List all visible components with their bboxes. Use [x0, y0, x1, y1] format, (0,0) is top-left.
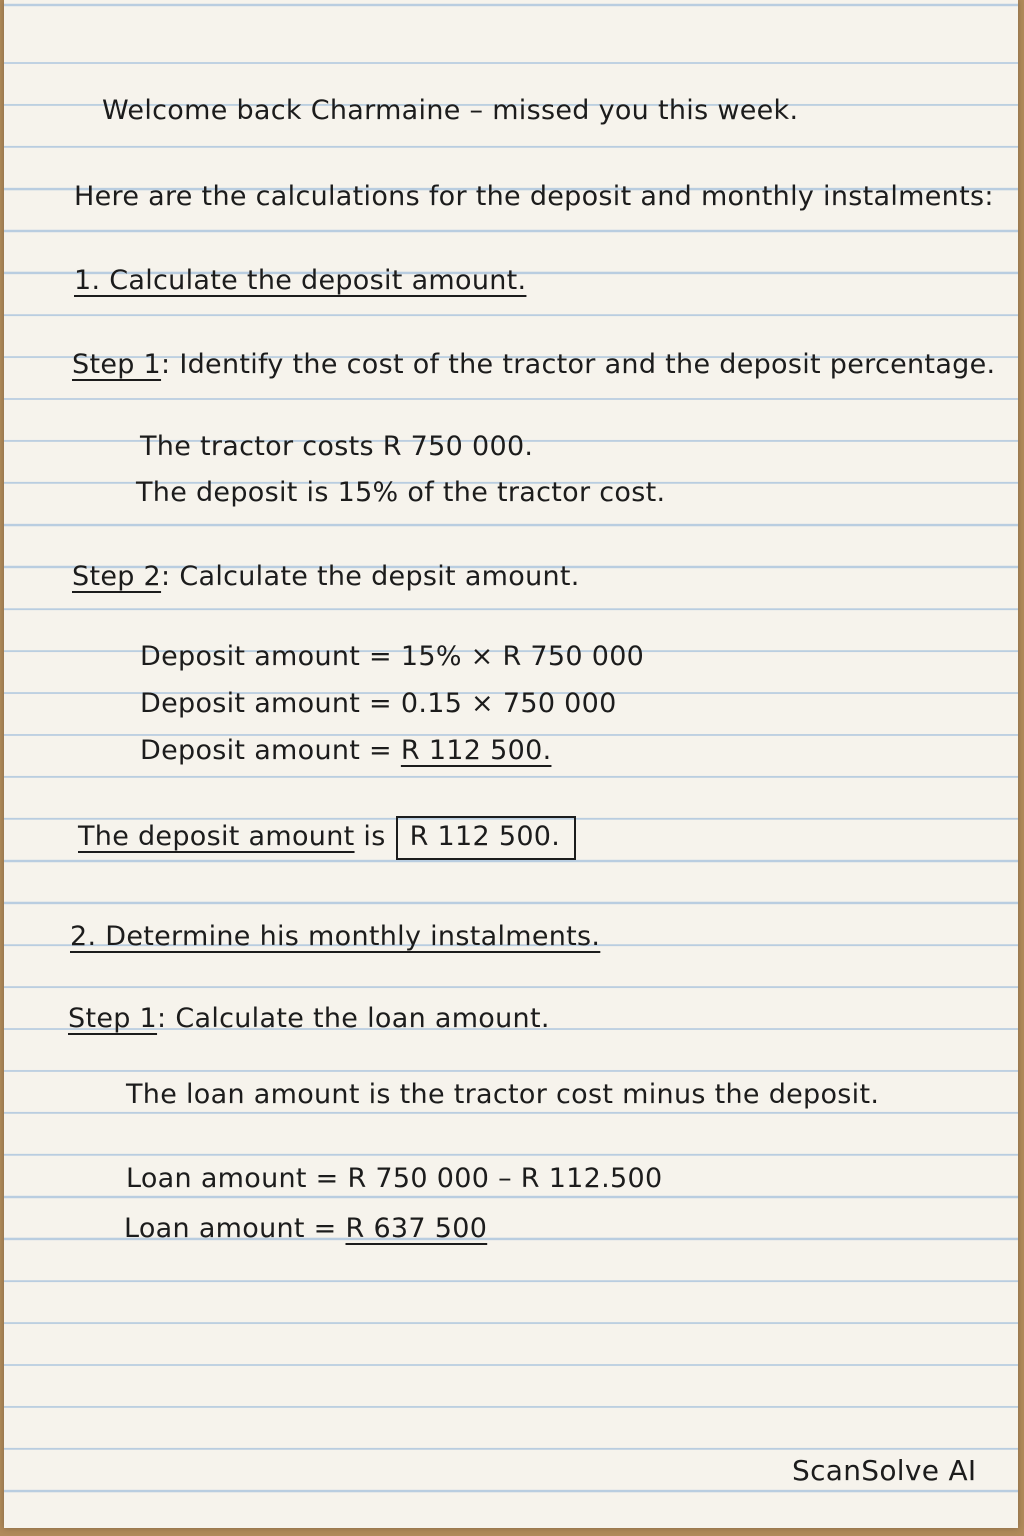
signature: ScanSolve AI	[792, 1454, 977, 1487]
intro-text: Here are the calculations for the deposit and monthly instalments:	[74, 181, 994, 212]
conclusion-is: is	[354, 821, 386, 852]
step-label: Step 1	[72, 349, 162, 380]
calc-prefix: Loan amount =	[124, 1213, 346, 1244]
section1-step1	[72, 348, 995, 382]
calc-prefix: Deposit amount =	[140, 735, 401, 766]
conclusion-label: The deposit amount	[78, 821, 355, 852]
section2-heading: 2. Determine his monthly instalments.	[70, 921, 601, 952]
notebook-page	[4, 0, 1018, 1528]
tractor-cost-line: The tractor costs R 750 000.	[140, 431, 534, 462]
step-label: Step 2	[72, 561, 162, 592]
greeting: Welcome back Charmaine – missed you this week.	[102, 95, 799, 126]
deposit-percent-line: The deposit is 15% of the tractor cost.	[136, 477, 666, 508]
step-text: : Calculate the loan amount.	[157, 1003, 550, 1034]
loan-explanation: The loan amount is the tractor cost minus the deposit.	[126, 1079, 880, 1110]
loan-result: R 637 500	[345, 1213, 488, 1244]
section2-step1	[68, 1002, 550, 1036]
deposit-answer-box: R 112 500.	[396, 816, 577, 860]
deposit-calc-line-2: Deposit amount = 0.15 × 750 000	[140, 688, 617, 719]
step-label: Step 1	[68, 1003, 158, 1034]
deposit-conclusion	[78, 816, 576, 860]
deposit-result: R 112 500.	[400, 735, 552, 766]
section1-heading: 1. Calculate the deposit amount.	[74, 265, 527, 296]
deposit-calc-line-1: Deposit amount = 15% × R 750 000	[140, 641, 645, 672]
loan-calc-line-1: Loan amount = R 750 000 – R 112.500	[126, 1163, 663, 1194]
step-text: : Calculate the depsit amount.	[161, 561, 580, 592]
deposit-calc-line-3	[140, 734, 551, 768]
loan-calc-line-2	[124, 1212, 487, 1246]
step-text: : Identify the cost of the tractor and the deposit percentage.	[161, 349, 996, 380]
section1-step2	[72, 560, 580, 594]
